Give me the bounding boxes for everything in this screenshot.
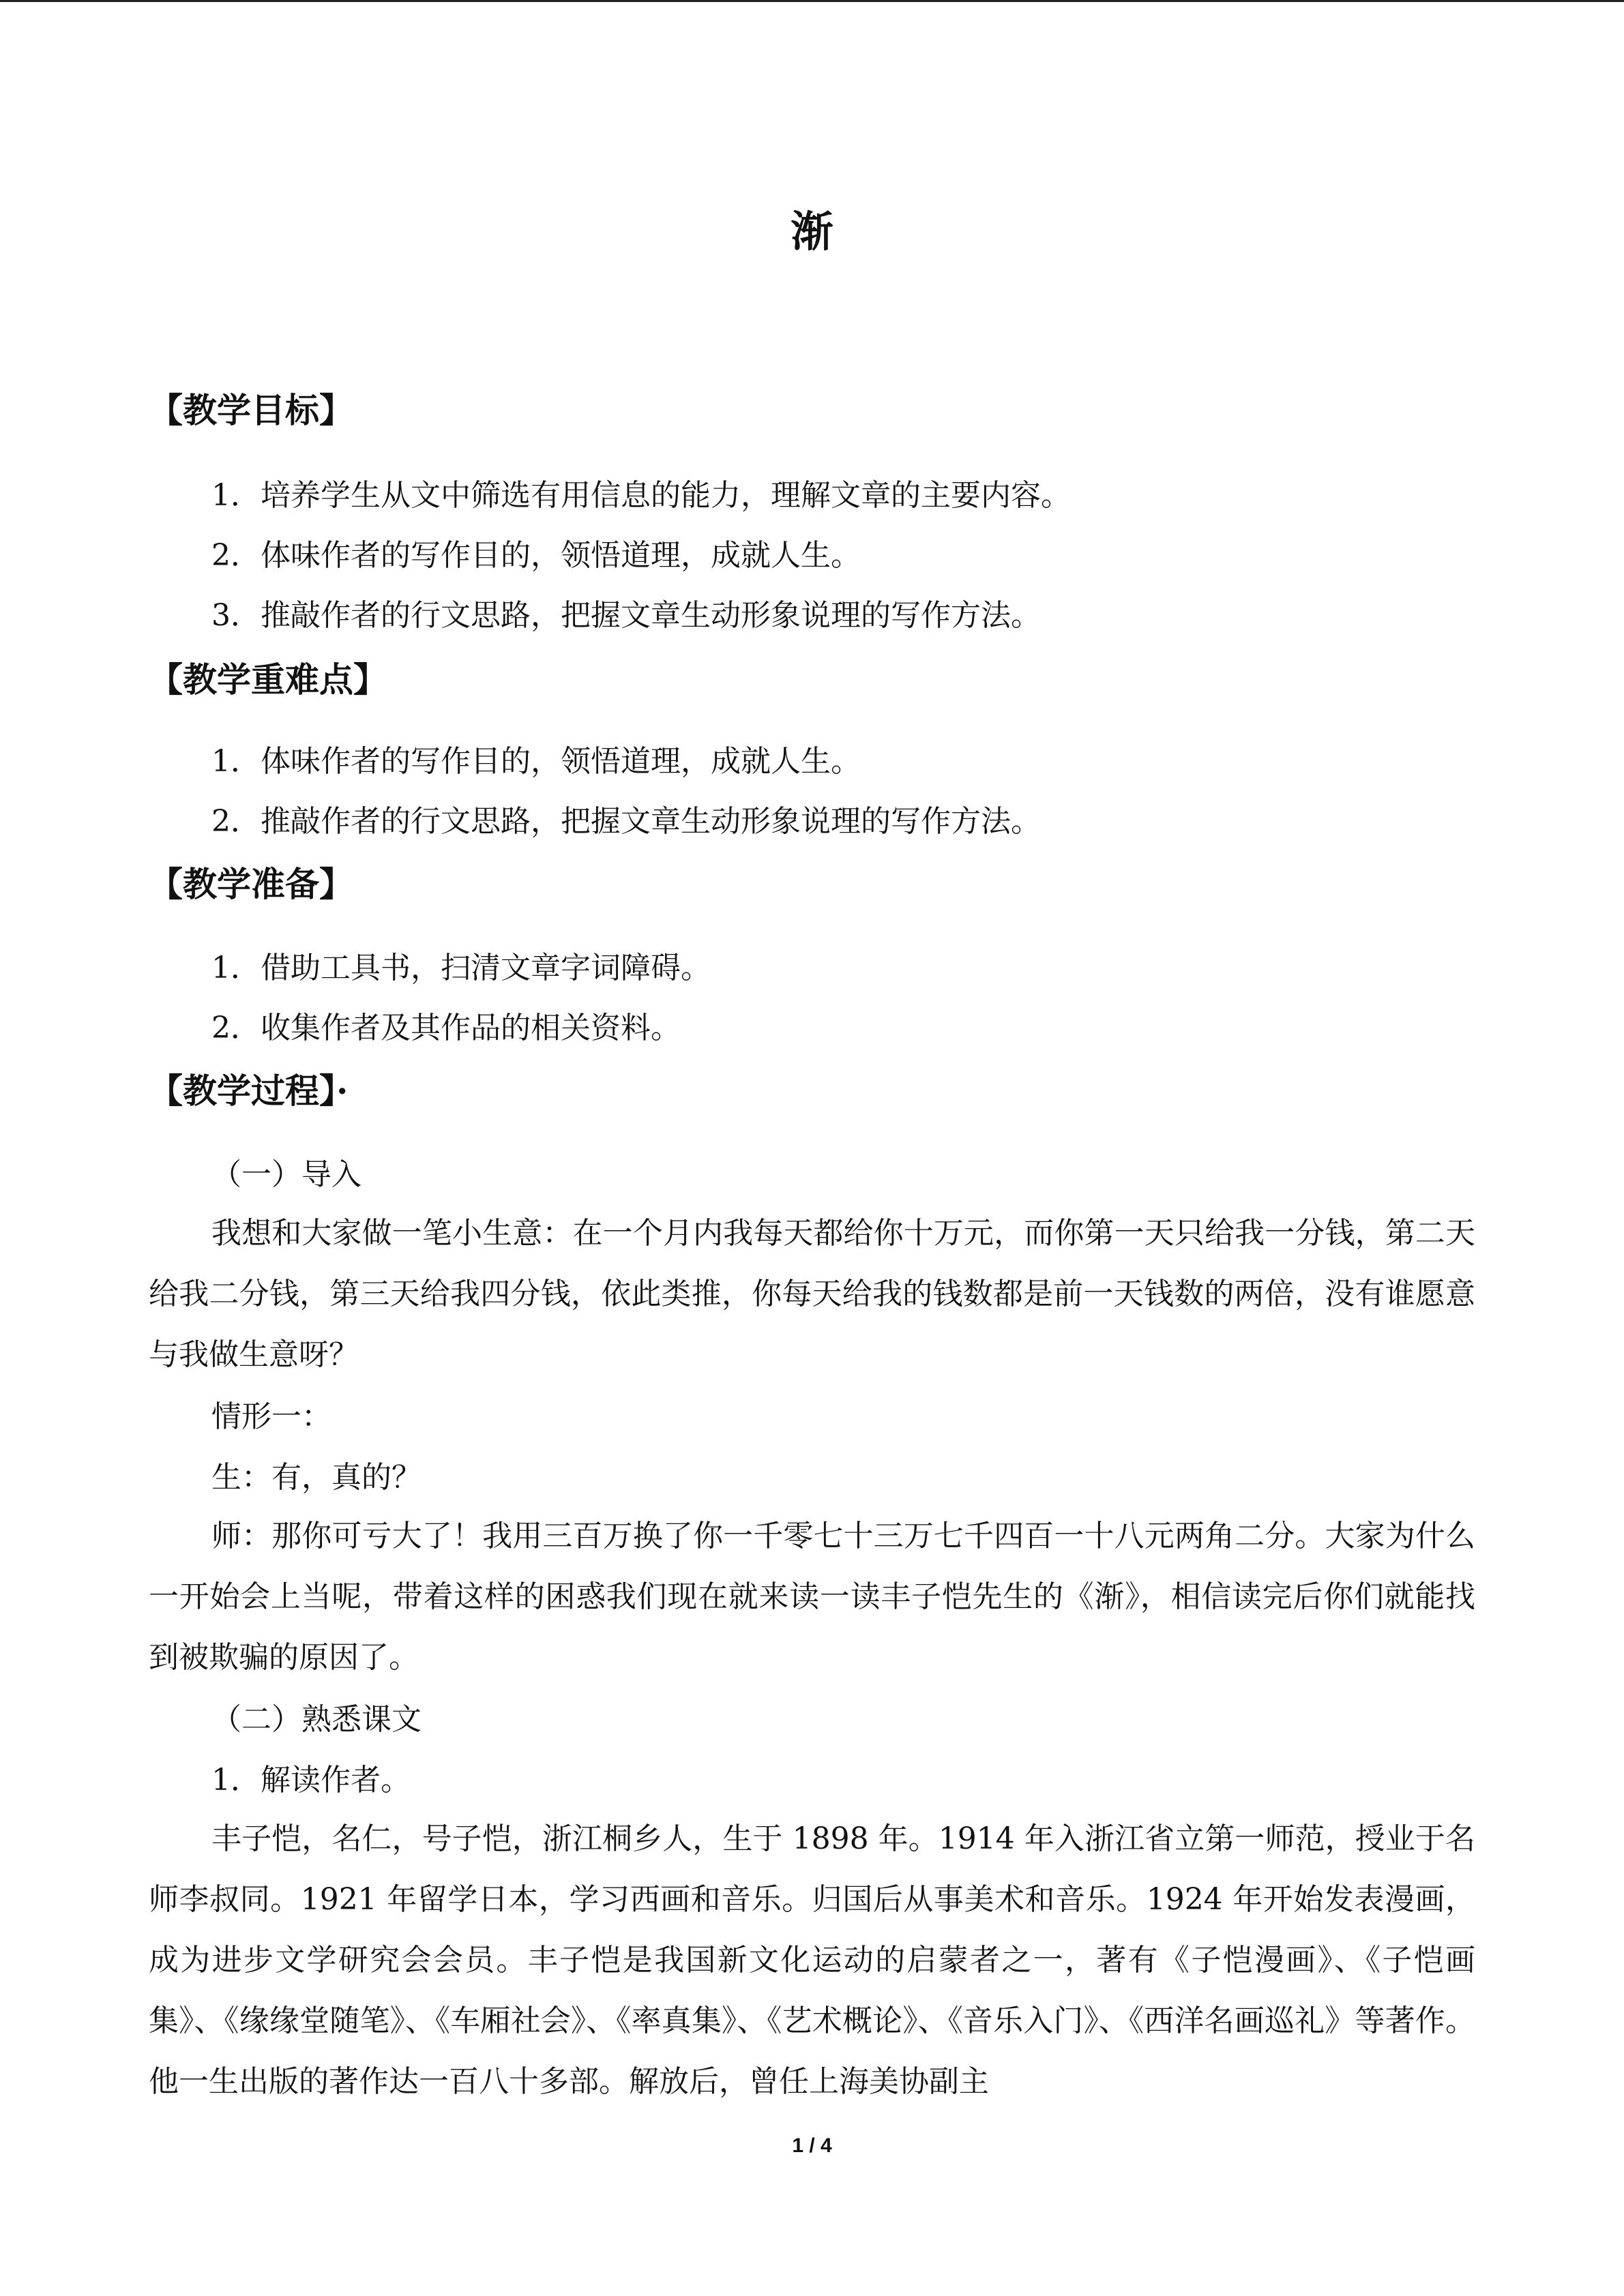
- page-title: 渐: [791, 207, 833, 256]
- goal-item-3: 3．推敲作者的行文思路，把握文章生动形象说理的写作方法。: [211, 598, 1041, 633]
- author-label: 1．解读作者。: [211, 1763, 411, 1798]
- teacher-paragraph: 师：那你可亏大了！我用三百万换了你一千零七十三万七千四百一十八元两角二分。大家为什么一开始会上当呢，带着这样的困惑我们现在就来读一读丰子恺先生的《渐》，相信读完后你们就能找到被欺骗的原因了。: [149, 1519, 1475, 1675]
- heading-key-points: 【教学重难点】: [149, 659, 387, 700]
- section-familiar-label: （二）熟悉课文: [211, 1702, 422, 1737]
- case-label: 情形一：: [211, 1399, 331, 1434]
- heading-goals: 【教学目标】: [149, 390, 353, 430]
- author-paragraph: 丰子恺，名仁，号子恺，浙江桐乡人，生于 1898 年。1914 年入浙江省立第一师范，授业于名师李叔同。1921 年留学日本，学习西画和音乐。归国后从事美术和音乐。1924 年开始发表漫画，成为进步文学研究会会员。丰子恺是我国新文化运动的启蒙者之一，著有《子恺漫画》、《子恺画集》、《缘缘堂随笔》、《车厢社会》、《率真集》、《艺术概论》、《音乐入门》、《西洋名画巡礼》等著作。他一生出版的著作达一百八十多部。解放后，曾任上海美协副主: [149, 1821, 1475, 2099]
- key-point-item-2: 2．推敲作者的行文思路，把握文章生动形象说理的写作方法。: [211, 804, 1041, 839]
- page-top-border: [0, 0, 1624, 2]
- heading-preparation: 【教学准备】: [149, 864, 353, 904]
- preparation-item-2: 2．收集作者及其作品的相关资料。: [211, 1011, 681, 1045]
- goal-item-1: 1．培养学生从文中筛选有用信息的能力，理解文章的主要内容。: [211, 478, 1071, 513]
- intro-paragraph: 我想和大家做一笔小生意：在一个月内我每天都给你十万元，而你第一天只给我一分钱，第二天给我二分钱，第三天给我四分钱，依此类推，你每天给我的钱数都是前一天钱数的两倍，没有谁愿意与我做生意呀？: [149, 1216, 1475, 1372]
- page-number: 1 / 4: [792, 2134, 832, 2157]
- heading-process: 【教学过程】·: [149, 1071, 349, 1111]
- student-line: 生：有，真的？: [211, 1460, 422, 1495]
- preparation-item-1: 1．借助工具书，扫清文章字词障碍。: [211, 951, 711, 985]
- key-point-item-1: 1．体味作者的写作目的，领悟道理，成就人生。: [211, 744, 861, 779]
- goal-item-2: 2．体味作者的写作目的，领悟道理，成就人生。: [211, 538, 861, 573]
- section-intro-label: （一）导入: [211, 1157, 361, 1192]
